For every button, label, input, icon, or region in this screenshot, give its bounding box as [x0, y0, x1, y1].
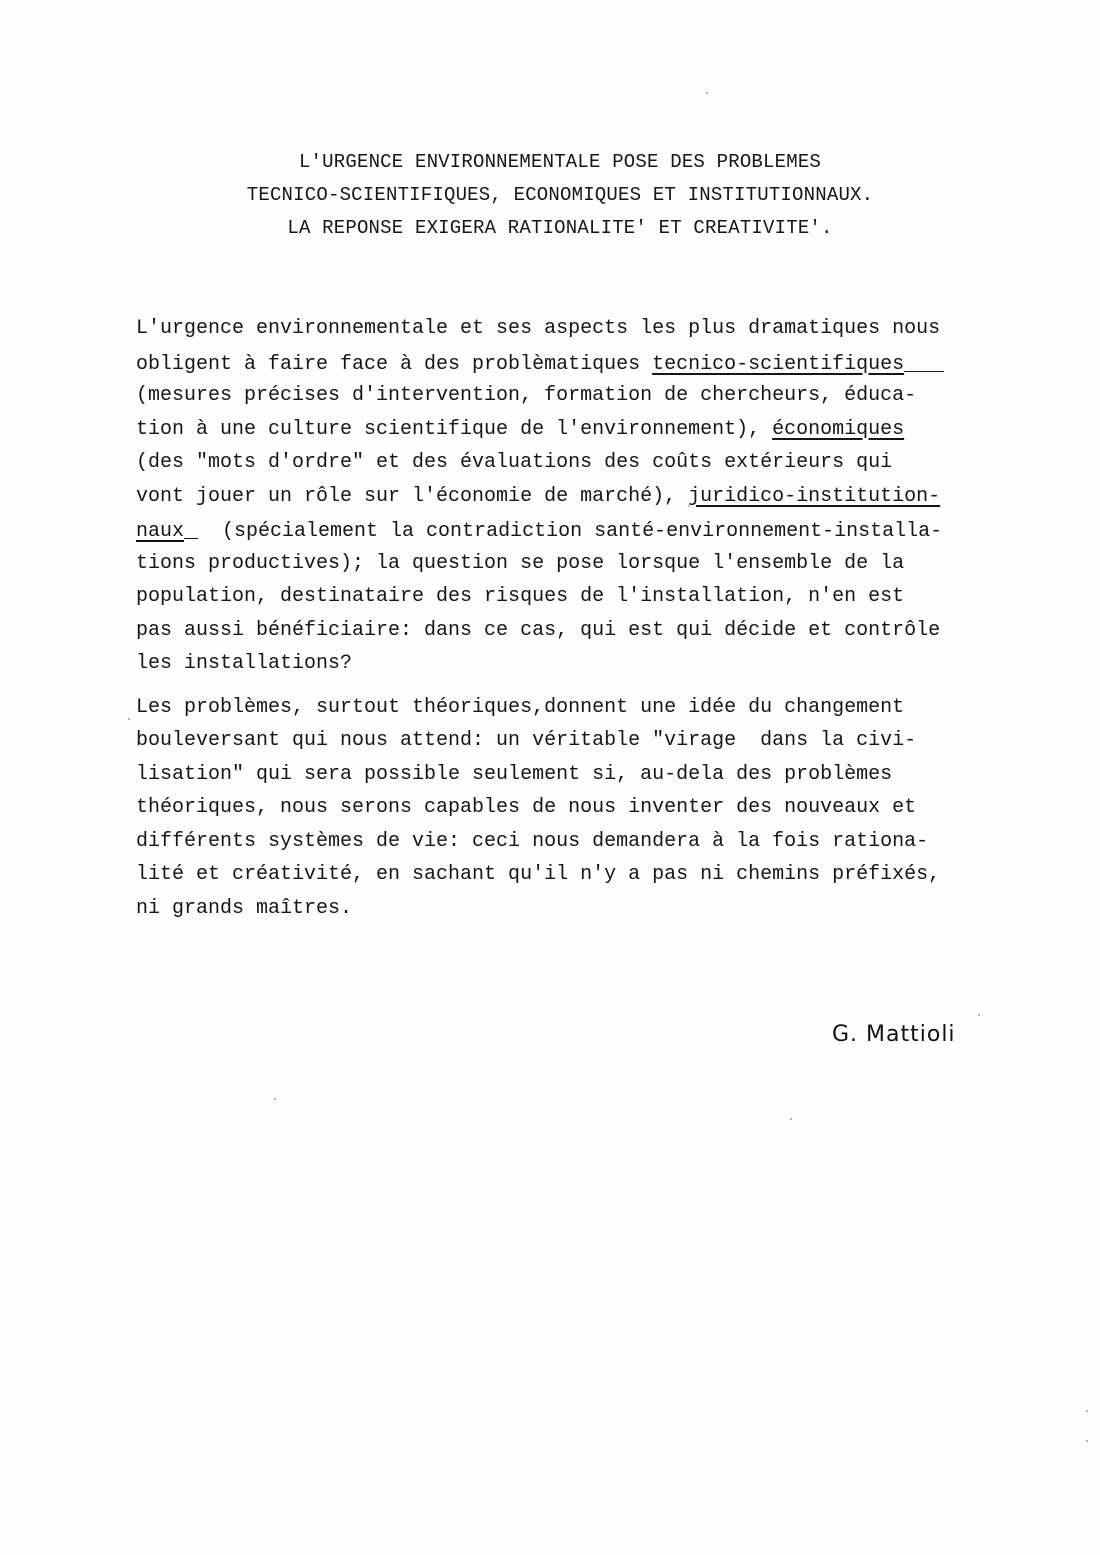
text-line: L'urgence environnementale et ses aspects les plus dramatiques nous [136, 317, 941, 340]
text-line [136, 346, 1036, 380]
text-segment: (spécialement la contradiction santé-environnement-installa- [198, 520, 943, 543]
scan-speck [706, 92, 708, 94]
scan-speck [978, 1014, 980, 1016]
underlined-term-tecnico-scientifiques: tecnico-scientifiques [652, 352, 905, 376]
text-segment: obligent à faire face à des problèmatiques [136, 352, 653, 376]
text-line: pas aussi bénéficiaire: dans ce cas, qui est qui décide et contrôle [136, 618, 941, 642]
text-segment: vont jouer un rôle sur l'économie de marché), [136, 484, 689, 508]
text-line: ni grands maîtres. [136, 896, 353, 920]
document-body [136, 312, 1036, 925]
text-line: (des "mots d'ordre" et des évaluations des coûts extérieurs qui [136, 451, 893, 474]
scan-speck [128, 718, 130, 720]
text-line [136, 480, 1036, 514]
text-segment: tion à une culture scientifique de l'environnement), [136, 417, 773, 441]
scan-speck [1086, 1440, 1088, 1442]
text-line [136, 513, 1036, 547]
title-line-1: L'URGENCE ENVIRONNEMENTALE POSE DES PROBLEMES [298, 151, 822, 173]
text-line: les installations? [136, 652, 353, 675]
text-line: tions productives); la question se pose lorsque l'ensemble de la [136, 551, 905, 575]
document-title [100, 146, 1020, 245]
underline-extension [184, 516, 198, 539]
underlined-term-juridico-institutionnaux: juridico-institution- [688, 484, 941, 508]
scan-speck [274, 1098, 276, 1100]
text-line: théoriques, nous serons capables de nous inventer des nouveaux et [136, 796, 917, 819]
text-line: (mesures précises d'intervention, formation de chercheurs, éduca- [136, 384, 917, 407]
scan-speck [1086, 1410, 1088, 1412]
text-line: lité et créativité, en sachant qu'il n'y a pas ni chemins préfixés, [136, 863, 941, 886]
paragraph-2 [136, 691, 1036, 926]
underlined-term-naux: naux [136, 520, 185, 543]
underlined-term-economiques: économiques [772, 417, 905, 441]
handwritten-signature: G. Mattioli [832, 1022, 956, 1047]
scan-speck [790, 1118, 792, 1120]
paragraph-1 [136, 312, 1036, 681]
text-line: Les problèmes, surtout théoriques,donnent une idée du changement [136, 695, 905, 719]
text-line: bouleversant qui nous attend: un véritable "virage dans la civi- [136, 729, 917, 752]
title-line-2: TECNICO-SCIENTIFIQUES, ECONOMIQUES ET INSTITUTIONNAUX. [246, 184, 874, 206]
underline-extension [904, 349, 944, 372]
title-line-3: LA REPONSE EXIGERA RATIONALITE' ET CREATIVITE'. [287, 217, 833, 239]
text-line [136, 413, 1036, 447]
text-line: différents systèmes de vie: ceci nous demandera à la fois rationa- [136, 829, 929, 853]
paragraph-gap [136, 681, 1036, 691]
text-line: lisation" qui sera possible seulement si, au-dela des problèmes [136, 762, 893, 786]
text-line: population, destinataire des risques de l'installation, n'en est [136, 585, 905, 608]
